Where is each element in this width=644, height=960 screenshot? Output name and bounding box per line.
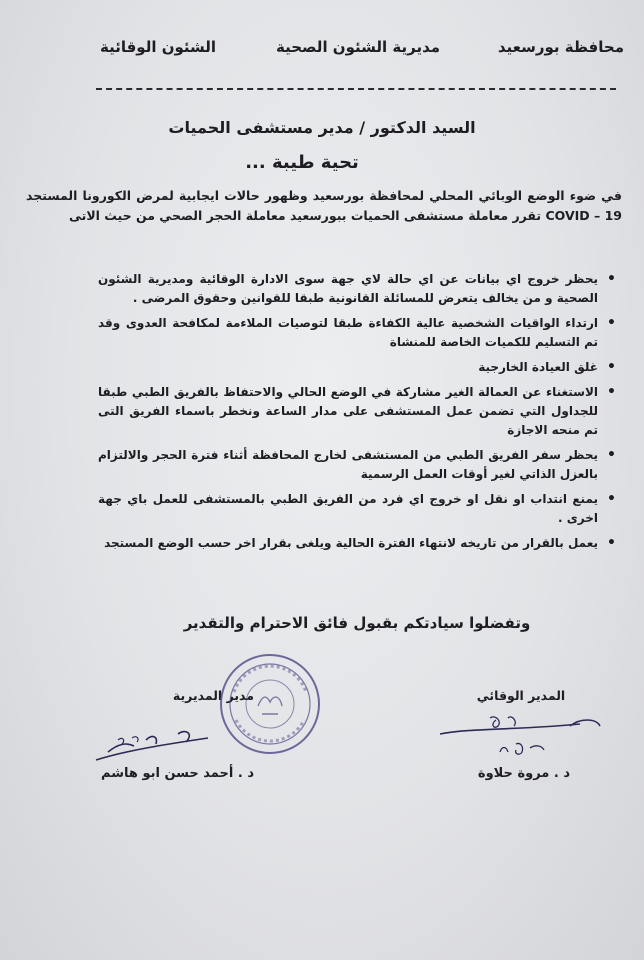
list-item: • يحظر خروج اي بيانات عن اي حالة لاي جهة سوى الادارة الوقائية ومديرية الشئون الصحية و من يخالف يتعرض للمسائلة القانونية طبقا للقوانين وحقوق المرضى .	[98, 270, 616, 308]
list-item: • يحظر سفر الفريق الطبي من المستشفى لخارج المحافظة أثناء فترة الحجر والالتزام بالعزل الذاتي لغير أوقات العمل الرسمية	[98, 446, 616, 484]
directives-list	[98, 270, 616, 559]
list-item: • ارتداء الواقيات الشخصية عالية الكفاءة طبقا لتوصيات الملاءمة لمكافحة العدوى وقد تم التسليم للكميات الخاصة للمنشاة	[98, 314, 616, 352]
list-item: • يعمل بالقرار من تاريخه لانتهاء الفترة الحالية ويلغى بقرار اخر حسب الوضع المستجد	[98, 534, 616, 553]
signature-block-preventive-director	[436, 688, 606, 781]
department-name: الشئون الوقائية	[100, 38, 217, 56]
signatory-role: مدير المديرية	[172, 688, 254, 703]
list-item: • الاستغناء عن العمالة الغير مشاركة في الوضع الحالي والاحتفاظ بالفريق الطبي طبقا للجداول التي تضمن عمل المستشفى على مدار الساعة ونخطر باسماء الفريق التى تم منحه الاجازة	[98, 383, 616, 440]
list-item: • يمنع انتداب او نقل او خروج اي فرد من الفريق الطبي بالمستشفى للعمل باي جهة اخرى .	[98, 490, 616, 528]
letterhead	[22, 38, 624, 62]
signatory-name: د . مروة حلاوة	[477, 766, 570, 781]
list-item: • غلق العيادة الخارجية	[98, 358, 616, 377]
addressee-line: السيد الدكتور / مدير مستشفى الحميات	[168, 118, 476, 137]
signatory-name: د . أحمد حسن ابو هاشم	[101, 766, 254, 781]
signatory-role: المدير الوقائي	[476, 688, 566, 703]
official-seal-icon	[218, 652, 322, 756]
closing-line: وتفضلوا سيادتكم بقبول فائق الاحترام والتقدير	[183, 614, 531, 632]
header-divider	[96, 88, 616, 90]
handwritten-signature-icon	[430, 704, 610, 764]
directorate-name: مديرية الشئون الصحية	[276, 38, 441, 56]
greeting-line: تحية طيبة ...	[245, 152, 359, 173]
intro-paragraph: في ضوء الوضع الوبائي المحلي لمحافظة بورسعيد وظهور حالات ايجابية لمرض الكورونا المستجد COVID – 19 تقرر معاملة مستشفى الحميات ببورسعيد معاملة الحجر الصحي من حيث الاتى	[26, 188, 622, 223]
governorate-name: محافظة بورسعيد	[497, 38, 624, 56]
